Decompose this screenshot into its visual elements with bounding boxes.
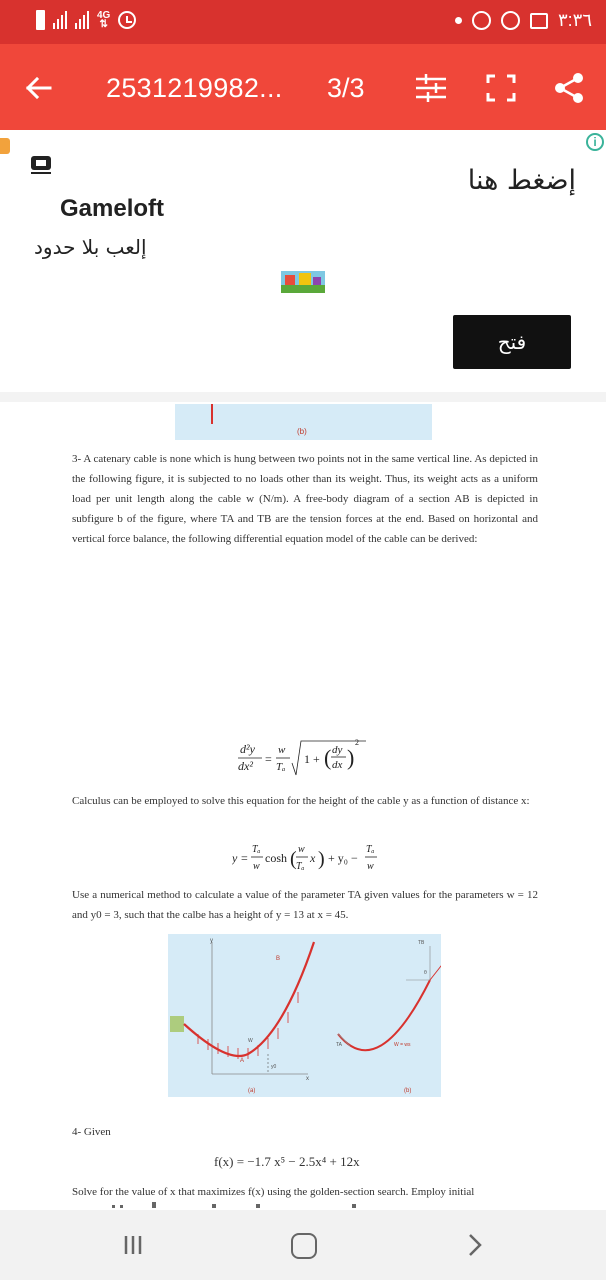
paragraph-numerical-method: Use a numerical method to calculate a value of the parameter TA given values for the parameters w = 12 and y0 = 3, such that the calbe has a height of y = 13 at x = 45. bbox=[72, 889, 538, 921]
paragraph-catenary: 3- A catenary cable is none which is hung between two points not in the same vertical line. As depicted in the following figure, it is subjected to no loads other than its weight. Thus, its weight acts as a uniform load per unit length along the cable w (N/m). A free-body diagram of a section AB is depicted in subfigure b of the figure, where TA and TB are the tension forces at the end. Based on horizontal and vertical force balance, the following differential equation model of the cable can be derived: bbox=[72, 453, 538, 545]
svg-text:): ) bbox=[347, 745, 355, 770]
pdf-page[interactable] bbox=[0, 402, 606, 1210]
ad-game-thumbnail[interactable] bbox=[281, 271, 325, 293]
fig-label-y0: y0 bbox=[271, 1064, 277, 1070]
svg-text:=: = bbox=[241, 851, 248, 865]
ad-open-button[interactable]: فتح bbox=[453, 315, 571, 369]
question-4-text: Solve for the value of x that maximizes f(x) using the golden-section search. Employ initial bbox=[72, 1186, 475, 1198]
status-bar bbox=[0, 0, 606, 44]
page-indicator: 3/3 bbox=[327, 73, 365, 103]
svg-text:w: w bbox=[278, 744, 286, 756]
network-type: 4G ⇅ bbox=[97, 10, 111, 30]
ad-tagline: إلعب بلا حدود bbox=[34, 235, 147, 259]
share-icon[interactable] bbox=[553, 72, 585, 104]
svg-text:dx²: dx² bbox=[238, 759, 253, 773]
fig-label-w-ws: W = ws bbox=[394, 1042, 411, 1048]
gameloft-logo-icon bbox=[30, 155, 52, 175]
fig-label-B: B bbox=[276, 956, 281, 962]
fig-label-W: W bbox=[248, 1038, 253, 1044]
viewer-toolbar bbox=[0, 44, 606, 130]
fullscreen-icon[interactable] bbox=[486, 74, 516, 102]
fig-label-b: (b) bbox=[404, 1088, 412, 1094]
svg-text:x: x bbox=[310, 851, 316, 865]
home-icon[interactable] bbox=[291, 1233, 317, 1259]
fig-label-x: x bbox=[306, 1076, 309, 1082]
question-4-equation: f(x) = −1.7 x⁵ − 2.5x⁴ + 12x bbox=[214, 1154, 360, 1169]
svg-text:): ) bbox=[318, 848, 325, 870]
svg-text:(: ( bbox=[290, 848, 297, 870]
clock-time: ٣:٣٦ bbox=[557, 10, 592, 30]
svg-text:1 +: 1 + bbox=[304, 752, 320, 766]
fig-label-A: A bbox=[240, 1058, 245, 1064]
sliders-icon[interactable] bbox=[414, 74, 448, 102]
fig-label-TB: TB bbox=[418, 940, 425, 946]
figure-strip-top bbox=[175, 404, 432, 440]
figure-top-label: (b) bbox=[297, 427, 307, 436]
signal-1-icon bbox=[53, 11, 67, 29]
alarm-icon bbox=[118, 11, 136, 29]
ad-click-here[interactable]: إضغط هنا bbox=[467, 165, 576, 196]
fig-label-TA: TA bbox=[336, 1042, 343, 1048]
svg-text:=: = bbox=[265, 752, 272, 766]
svg-text:w: w bbox=[253, 861, 260, 872]
ad-info-icon[interactable]: i bbox=[586, 133, 604, 151]
back-chevron-icon[interactable] bbox=[466, 1232, 484, 1258]
back-arrow-icon[interactable] bbox=[22, 72, 54, 104]
paragraph-calculus: Calculus can be employed to solve this equation for the height of the cable y as a function of distance x: bbox=[72, 795, 530, 807]
svg-text:w: w bbox=[298, 844, 305, 855]
ad-choices-tab[interactable] bbox=[0, 138, 10, 154]
question-4-label: 4- Given bbox=[72, 1126, 111, 1138]
svg-text:2: 2 bbox=[355, 738, 359, 747]
differential-equation bbox=[238, 735, 398, 787]
system-navigation-bar bbox=[0, 1210, 606, 1280]
svg-text:Tₐ: Tₐ bbox=[252, 844, 261, 855]
catenary-figure bbox=[168, 934, 441, 1097]
fig-label-y: y bbox=[210, 938, 213, 944]
svg-text:y: y bbox=[232, 851, 238, 865]
signal-2-icon bbox=[75, 11, 89, 29]
divider bbox=[0, 392, 606, 402]
svg-text:dx: dx bbox=[332, 759, 343, 771]
svg-text:Tₐ: Tₐ bbox=[366, 844, 375, 855]
svg-text:w: w bbox=[367, 861, 374, 872]
cable-line bbox=[211, 404, 213, 424]
svg-text:dy: dy bbox=[332, 744, 343, 756]
ad-brand-name: Gameloft bbox=[60, 195, 165, 216]
fig-label-theta: θ bbox=[424, 970, 427, 976]
document-title: 2531219982... bbox=[106, 73, 283, 103]
cut-off-text-line bbox=[112, 1202, 372, 1208]
battery-icon bbox=[36, 10, 45, 30]
svg-text:cosh: cosh bbox=[265, 851, 287, 865]
messenger-icon bbox=[472, 11, 491, 30]
recent-apps-icon[interactable] bbox=[122, 1234, 144, 1256]
svg-text:+ y₀ −: + y₀ − bbox=[328, 851, 358, 865]
fig-label-a: (a) bbox=[248, 1088, 256, 1094]
catenary-solution-equation bbox=[232, 840, 392, 880]
gallery-icon bbox=[530, 13, 548, 29]
svg-text:Tₐ: Tₐ bbox=[276, 761, 286, 773]
whatsapp-icon bbox=[501, 11, 520, 30]
svg-text:(: ( bbox=[324, 745, 332, 770]
svg-text:Tₐ: Tₐ bbox=[296, 861, 305, 872]
svg-text:d²y: d²y bbox=[240, 742, 255, 756]
notification-dot-icon bbox=[455, 17, 462, 24]
